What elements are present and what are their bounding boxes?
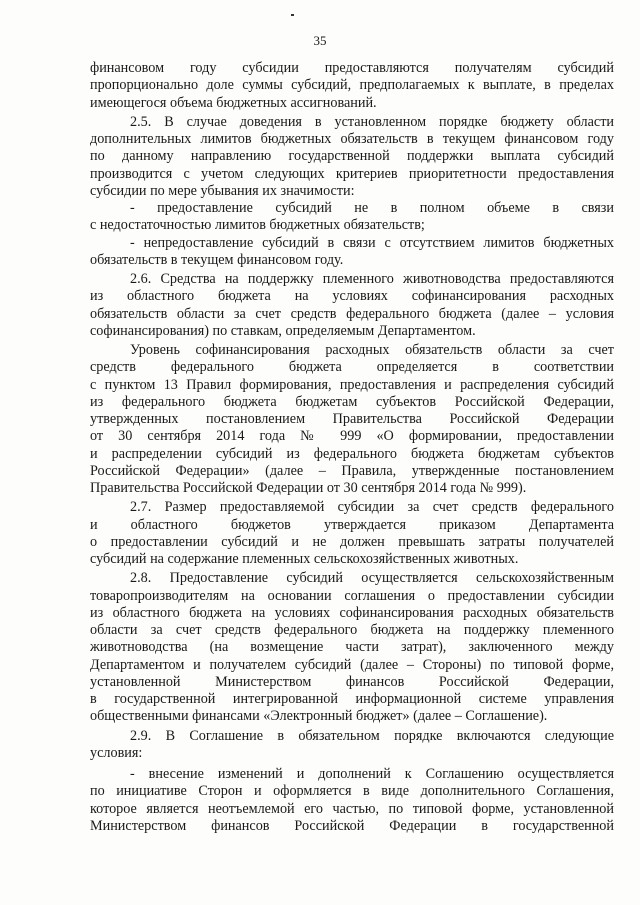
text-line: установленной Министерством финансов Российской Федерации,: [90, 673, 614, 690]
page-number: 35: [313, 33, 327, 48]
text-line: о предоставлении субсидий и не должен превышать затраты получателей: [90, 533, 614, 550]
text-line: 2.9. В Соглашение в обязательном порядке включаются следующие: [130, 727, 614, 744]
text-line: софинансирования) по ставкам, определяемым Департаментом.: [90, 322, 476, 339]
paragraph: [90, 200, 614, 235]
text-line: и распределении субсидий из федерального бюджета бюджетам субъектов: [90, 445, 614, 462]
text-line: обязательств в текущем финансовом году.: [90, 251, 344, 268]
text-line: Российской Федерации» (далее – Правила, утвержденные постановлением: [90, 462, 614, 479]
text-line: - непредоставление субсидий в связи с отсутствием лимитов бюджетных: [130, 234, 614, 251]
text-line: условия:: [90, 744, 143, 761]
text-line: утвержденных постановлением Правительства Российской Федерации: [90, 411, 614, 427]
scan-mark: [291, 14, 294, 16]
text-line: 2.7. Размер предоставляемой субсидии за счет средств федерального: [130, 499, 614, 516]
text-line: товаропроизводителям на основании соглашения о предоставлении субсидии: [90, 587, 614, 604]
text-line: из областного бюджета на условиях софинансирования расходных: [90, 288, 614, 305]
text-line: по инициативе Сторон и оформляется в виде дополнительного Соглашения,: [90, 783, 614, 800]
paragraph: [90, 766, 614, 835]
text-line: финансовом году субсидии предоставляются получателям субсидий: [90, 60, 614, 76]
text-line: с недостаточностью лимитов бюджетных обязательств;: [90, 217, 425, 234]
paragraph: [90, 342, 614, 497]
text-line: субсидий на содержание племенных сельскохозяйственных животных.: [90, 551, 519, 567]
text-line: из федерального бюджета бюджетам субъектов Российской Федерации,: [90, 393, 614, 410]
text-line: из областного бюджета на условиях софинансирования расходных обязательств: [90, 604, 614, 621]
text-line: средств федерального бюджета определяется в соответствии: [90, 359, 614, 376]
document-body: [90, 60, 614, 835]
text-line: от 30 сентября 2014 года № 999 «О формировании, предоставлении: [90, 428, 614, 445]
text-line: пропорционально доле суммы субсидий, предполагаемых к выплате, в пределах: [90, 77, 614, 94]
text-line: - внесение изменений и дополнений к Соглашению осуществляется: [130, 766, 614, 782]
text-line: в государственной интегрированной информационной системе управления: [90, 691, 614, 707]
text-line: и областного бюджетов утверждается приказом Департамента: [90, 516, 614, 533]
text-line: имеющегося объема бюджетных ассигнований.: [90, 94, 377, 111]
text-line: с пунктом 13 Правил формирования, предоставления и распределения субсидий: [90, 376, 614, 393]
text-line: Правительства Российской Федерации от 30 сентября 2014 года № 999).: [90, 480, 527, 496]
text-line: животноводства (на возмещение части затрат), заключенного между: [90, 639, 614, 656]
text-line: которое является неотъемлемой его частью, по типовой форме, установленной: [90, 800, 614, 817]
text-line: Министерством финансов Российской Федерации в государственной: [90, 817, 614, 834]
paragraph: [90, 499, 614, 568]
text-line: по данному направлению государственной поддержки выплата субсидий: [90, 148, 614, 165]
text-line: 2.5. В случае доведения в установленном порядке бюджету области: [130, 113, 614, 130]
text-line: 2.6. Средства на поддержку племенного животноводства предоставляются: [130, 271, 614, 287]
paragraph: [90, 271, 614, 340]
paragraph: [90, 235, 614, 270]
text-line: области за счет средств федерального бюджета на поддержку племенного: [90, 622, 614, 638]
text-line: Департаментом и получателем субсидий (далее – Стороны) по типовой форме,: [90, 656, 614, 673]
text-line: дополнительных лимитов бюджетных обязательств в текущем финансовом году: [90, 131, 614, 147]
paragraph: [90, 60, 614, 112]
text-line: - предоставление субсидий не в полном объеме в связи: [130, 200, 614, 216]
text-line: общественными финансами «Электронный бюджет» (далее – Соглашение).: [90, 708, 548, 725]
paragraph: [90, 570, 614, 725]
paragraph: [90, 114, 614, 200]
text-line: производится с учетом следующих критериев приоритетности предоставления: [90, 165, 614, 182]
paragraph: [90, 728, 614, 763]
text-line: Уровень софинансирования расходных обязательств области за счет: [130, 342, 614, 358]
text-line: обязательств области за счет средств федерального бюджета (далее – условия: [90, 305, 614, 322]
text-line: 2.8. Предоставление субсидий осуществляется сельскохозяйственным: [130, 570, 614, 587]
text-line: субсидии по мере убывания их значимости:: [90, 182, 355, 199]
